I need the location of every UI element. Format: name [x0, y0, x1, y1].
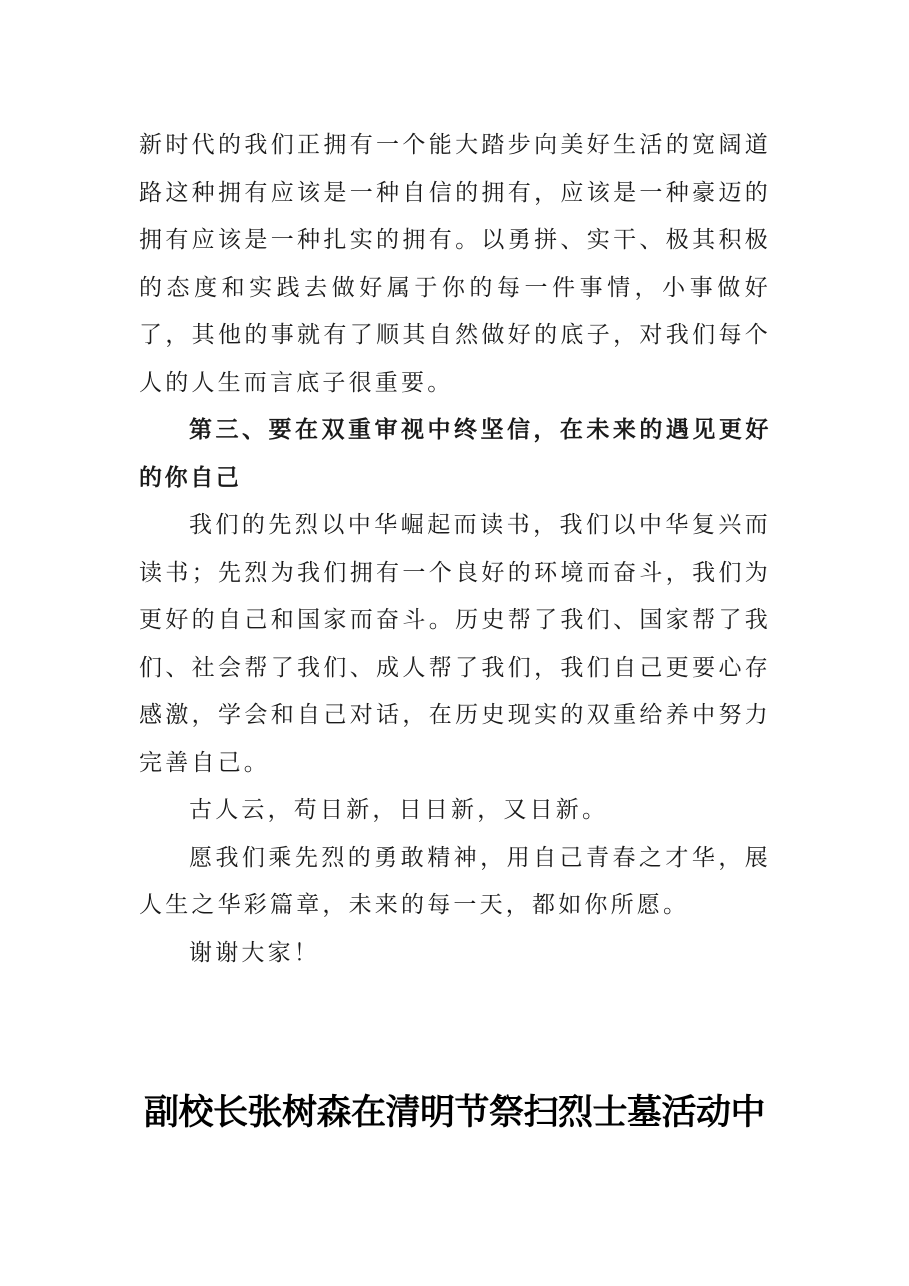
- section-heading-three: 第三、要在双重审视中终坚信，在未来的遇见更好的你自己: [139, 417, 771, 491]
- document-body: [139, 122, 771, 977]
- paragraph-wish: 愿我们乘先烈的勇敢精神，用自己青春之才华，展人生之华彩篇章，未来的每一天，都如你所愿。: [139, 844, 771, 918]
- paragraph-new-era: 新时代的我们正拥有一个能大踏步向美好生活的宽阔道路这种拥有应该是一种自信的拥有，应该是一种豪迈的拥有应该是一种扎实的拥有。以勇拼、实干、极其积极的态度和实践去做好属于你的每一件事情，小事做好了，其他的事就有了顺其自然做好的底子，对我们每个人的人生而言底子很重要。: [139, 132, 771, 396]
- next-document-title: 副校长张树森在清明节祭扫烈士墓活动中: [143, 1092, 765, 1133]
- paragraph-thanks: 谢谢大家！: [189, 939, 320, 966]
- paragraph-martyrs-reading: 我们的先烈以中华崛起而读书，我们以中华复兴而读书；先烈为我们拥有一个良好的环境而奋斗，我们为更好的自己和国家而奋斗。历史帮了我们、国家帮了我们、社会帮了我们、成人帮了我们，我们自己更要心存感激，学会和自己对话，在历史现实的双重给养中努力完善自己。: [139, 512, 771, 776]
- paragraph-ancient-saying: 古人云，苟日新，日日新，又日新。: [189, 797, 609, 823]
